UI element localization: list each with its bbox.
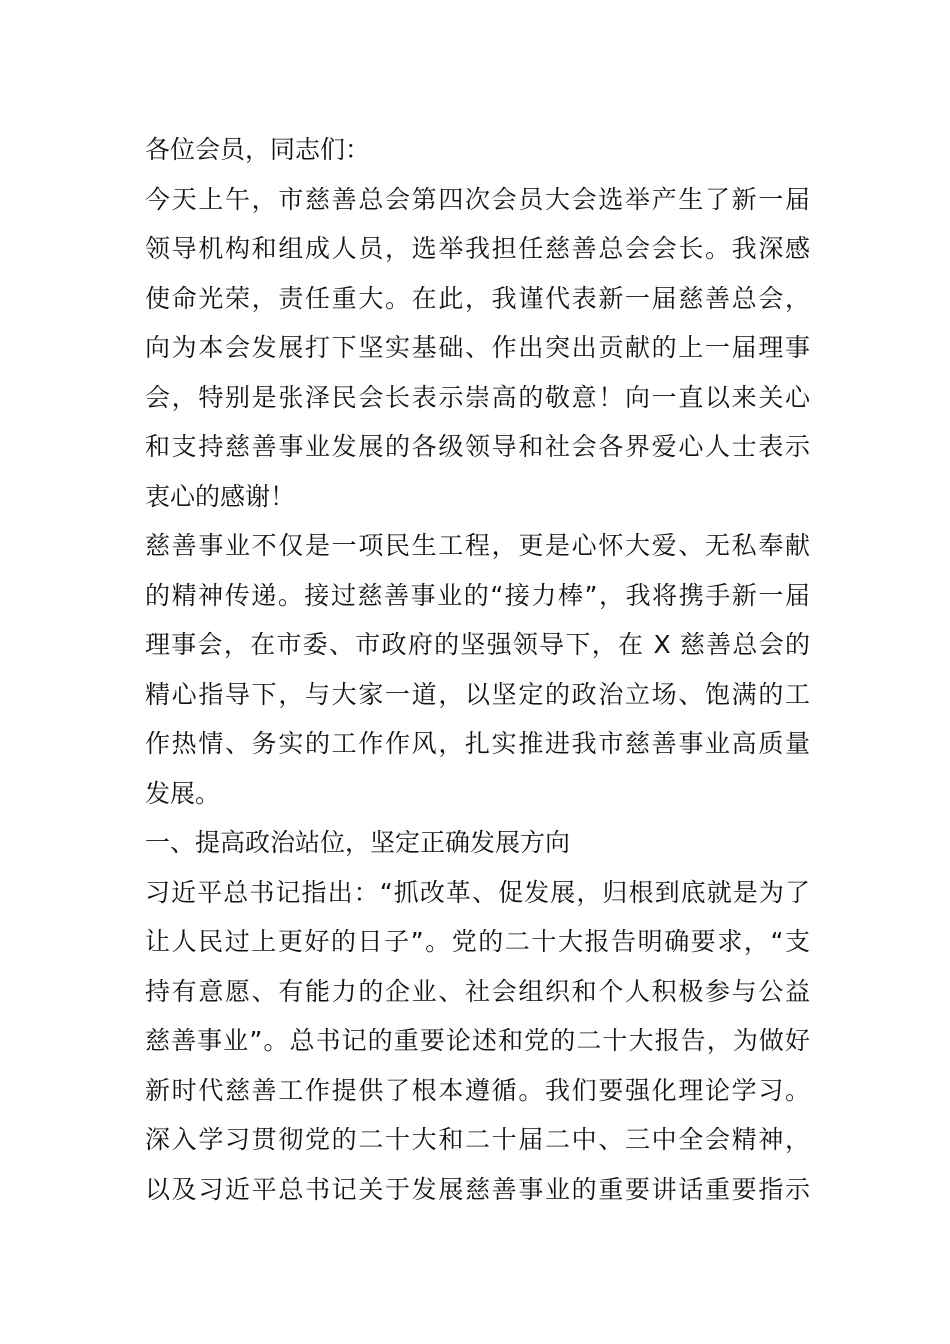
paragraph-line: 的精神传递。接过慈善事业的“接力棒”，我将携手新一届 xyxy=(145,580,810,610)
paragraph-line: 持有意愿、有能力的企业、社会组织和个人积极参与公益 xyxy=(145,976,810,1006)
paragraph-line: 发展。 xyxy=(145,778,221,808)
paragraph-line: 领导机构和组成人员，选举我担任慈善总会会长。我深感 xyxy=(145,234,810,263)
paragraph-line: 理事会，在市委、市政府的坚强领导下，在 X 慈善总会的 xyxy=(145,630,810,659)
paragraph-line: 和支持慈善事业发展的各级领导和社会各界爱心人士表示 xyxy=(145,432,810,461)
paragraph-line: 以及习近平总书记关于发展慈善事业的重要讲话重要指示 xyxy=(145,1174,810,1204)
paragraph-line: 慈善事业不仅是一项民生工程，更是心怀大爱、无私奉献 xyxy=(145,531,810,560)
paragraph-line: 向为本会发展打下坚实基础、作出突出贡献的上一届理事 xyxy=(145,333,810,362)
paragraph-line: 精心指导下，与大家一道，以坚定的政治立场、饱满的工 xyxy=(145,679,810,709)
paragraph-line: 习近平总书记指出：“抓改革、促发展，归根到底就是为了 xyxy=(145,877,810,907)
section-heading: 一、提高政治站位，坚定正确发展方向 xyxy=(145,828,571,857)
paragraph-line: 新时代慈善工作提供了根本遵循。我们要强化理论学习。 xyxy=(145,1075,810,1105)
paragraph-line: 深入学习贯彻党的二十大和二十届二中、三中全会精神， xyxy=(145,1125,810,1154)
paragraph-line: 使命光荣，责任重大。在此，我谨代表新一届慈善总会， xyxy=(145,283,810,313)
paragraph-line: 慈善事业”。总书记的重要论述和党的二十大报告，为做好 xyxy=(145,1026,810,1055)
paragraph-line: 衷心的感谢！ xyxy=(145,481,296,511)
document-body xyxy=(145,125,810,1214)
paragraph-line: 作热情、务实的工作作风，扎实推进我市慈善事业高质量 xyxy=(145,729,810,758)
paragraph-line: 让人民过上更好的日子”。党的二十大报告明确要求，“支 xyxy=(145,927,810,956)
paragraph-line: 会，特别是张泽民会长表示崇高的敬意！向一直以来关心 xyxy=(145,382,810,412)
salutation: 各位会员，同志们： xyxy=(145,135,371,164)
paragraph-line: 今天上午，市慈善总会第四次会员大会选举产生了新一届 xyxy=(145,184,810,214)
